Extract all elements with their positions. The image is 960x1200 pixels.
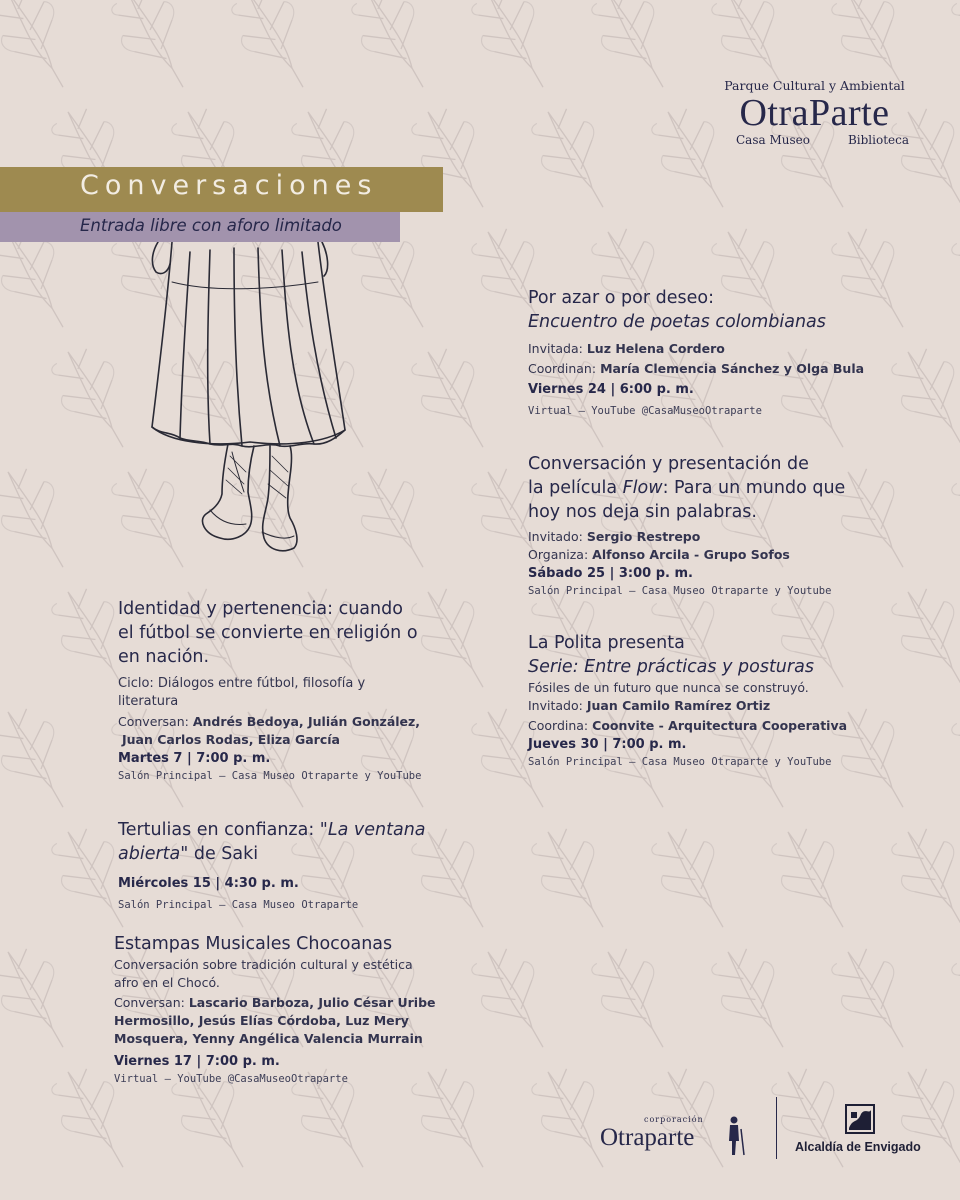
event-title-line1: Por azar o por deseo:: [528, 288, 714, 308]
event-title-part-a: Tertulias en confianza: ": [118, 820, 328, 840]
event-title-rest: cuando: [333, 599, 403, 619]
event-coord-label: Coordinan:: [528, 361, 597, 376]
event-people-line1: Lascario Barboza, Julio César Uribe: [188, 995, 436, 1010]
event-venue: Salón Principal – Casa Museo Otraparte y YouTube: [118, 770, 422, 782]
alcaldia-envigado-logo: [795, 1104, 925, 1160]
footer-divider: [776, 1097, 777, 1159]
leaf-pattern-mark: [521, 96, 630, 222]
leaf-pattern-mark: [461, 0, 570, 103]
event-coord-label: Coordina:: [528, 718, 589, 733]
event-title-part-b: " de Saki: [180, 844, 259, 864]
leaf-pattern-mark: [521, 816, 630, 942]
page-subtitle: Entrada libre con aforo limitado: [80, 216, 342, 235]
leaf-pattern-mark: [941, 696, 960, 822]
leaf-pattern-mark: [0, 456, 90, 582]
title-band: [0, 167, 443, 212]
event-venue: Salón Principal – Casa Museo Otraparte: [118, 899, 359, 911]
event-title-bold: Identidad y pertenencia:: [118, 599, 334, 619]
event-guest: [528, 340, 928, 358]
leaf-pattern-mark: [941, 456, 960, 582]
leaf-pattern-mark: [641, 816, 750, 942]
leaf-pattern-mark: [881, 816, 960, 942]
event-title-line1: La Polita presenta: [528, 633, 685, 653]
event-tertulias: [118, 818, 458, 913]
event-people-line2: Hermosillo, Jesús Elías Córdoba, Luz Mery: [114, 1013, 409, 1028]
logo-casa-museo: Casa Museo: [736, 133, 810, 147]
coat-of-arms-icon: [845, 1104, 875, 1136]
corporacion-otraparte-logo: [598, 1115, 748, 1160]
event-flow: [528, 452, 928, 599]
event-people-label: Conversan:: [114, 995, 185, 1010]
leaf-pattern-mark: [701, 936, 810, 1062]
leaf-pattern-mark: [401, 336, 510, 462]
leaf-pattern-mark: [941, 216, 960, 342]
leaf-pattern-mark: [341, 0, 450, 103]
event-datetime: Sábado 25 | 3:00 p. m.: [528, 566, 693, 581]
event-title-line3: en nación.: [118, 647, 210, 667]
event-title: [118, 597, 458, 669]
event-title: Estampas Musicales Chocoanas: [114, 934, 393, 954]
event-estampas-musicales: [114, 932, 464, 1087]
event-org-label: Organiza:: [528, 547, 589, 562]
event-organizer: [528, 546, 928, 564]
event-title-line2a: la película: [528, 478, 623, 498]
event-people-line3: Mosquera, Yenny Angélica Valencia Murrain: [114, 1031, 423, 1046]
event-cycle-line2: literatura: [118, 694, 179, 709]
logo-top-line: Parque Cultural y Ambiental: [724, 78, 905, 93]
event-people-label: Conversan:: [118, 714, 189, 729]
leaf-pattern-mark: [581, 0, 690, 103]
event-datetime: Jueves 30 | 7:00 p. m.: [528, 737, 687, 752]
event-desc-line2: afro en el Chocó.: [114, 975, 220, 990]
otraparte-logo: [712, 78, 917, 158]
logo-bottom-line: [712, 133, 917, 147]
event-por-azar: [528, 286, 928, 419]
event-datetime: Viernes 24 | 6:00 p. m.: [528, 382, 694, 397]
event-people: [114, 994, 464, 1048]
event-guest: [528, 528, 928, 546]
event-people-line2: Juan Carlos Rodas, Eliza García: [121, 732, 340, 747]
event-people-line1: Andrés Bedoya, Julián González,: [192, 714, 421, 729]
event-title: [528, 286, 928, 334]
event-title-line2: Encuentro de poetas colombianas: [528, 312, 826, 332]
leaf-pattern-mark: [581, 936, 690, 1062]
event-guest-name: Sergio Restrepo: [586, 529, 701, 544]
leaf-pattern-mark: [0, 696, 90, 822]
event-guest-label: Invitado:: [528, 698, 583, 713]
leaf-pattern-mark: [461, 936, 570, 1062]
leaf-pattern-mark: [101, 0, 210, 103]
corp-name: Otraparte: [600, 1124, 695, 1151]
logo-name: OtraParte: [739, 92, 890, 134]
event-title: [118, 818, 458, 866]
alcaldia-name: Alcaldía de Envigado: [795, 1140, 921, 1154]
event-venue: Virtual – YouTube @CasaMuseoOtraparte: [114, 1073, 348, 1085]
leaf-pattern-mark: [821, 936, 930, 1062]
leaf-pattern-mark: [41, 336, 150, 462]
event-guest-label: Invitada:: [528, 341, 583, 356]
subtitle-band: [0, 212, 400, 242]
event-title-line1: Conversación y presentación de: [528, 454, 809, 474]
event-description: [114, 956, 464, 992]
walking-man-icon: [722, 1115, 746, 1157]
logo-biblioteca: Biblioteca: [847, 133, 909, 147]
corp-small-text: corporación: [644, 1115, 704, 1124]
event-guest: [528, 697, 928, 715]
event-title-film: Flow: [622, 478, 663, 498]
leaf-pattern-mark: [761, 816, 870, 942]
event-datetime: Miércoles 15 | 4:30 p. m.: [118, 876, 299, 891]
event-title-line3: hoy nos deja sin palabras.: [528, 502, 757, 522]
event-la-polita: [528, 631, 928, 770]
event-title-line2: Serie: Entre prácticas y posturas: [528, 657, 814, 677]
event-venue: Virtual – YouTube @CasaMuseoOtraparte: [528, 405, 762, 417]
event-title: [528, 452, 928, 524]
event-title-italic-b: abierta: [118, 844, 181, 864]
event-guest-name: Juan Camilo Ramírez Ortiz: [586, 698, 771, 713]
event-venue: Salón Principal – Casa Museo Otraparte y Youtube: [528, 585, 832, 597]
event-title-italic-a: La ventana: [327, 820, 426, 840]
event-title-line2: el fútbol se convierte en religión o: [118, 623, 418, 643]
leaf-pattern-mark: [941, 936, 960, 1062]
event-datetime: Viernes 17 | 7:00 p. m.: [114, 1054, 280, 1069]
event-people: [118, 713, 458, 749]
event-description: Fósiles de un futuro que nunca se construyó.: [528, 680, 809, 695]
leaf-pattern-mark: [221, 0, 330, 103]
event-cycle-line1: Ciclo: Diálogos entre fútbol, filosofía y: [118, 676, 366, 691]
event-datetime: Martes 7 | 7:00 p. m.: [118, 751, 271, 766]
woman-illustration: [150, 242, 350, 562]
event-identidad-pertenencia: [118, 597, 458, 784]
leaf-pattern-mark: [341, 456, 450, 582]
event-venue: Salón Principal – Casa Museo Otraparte y YouTube: [528, 756, 832, 768]
event-coordinator: [528, 717, 928, 735]
event-coordinators: [528, 360, 928, 378]
event-guest-name: Luz Helena Cordero: [586, 341, 725, 356]
event-org-names: Alfonso Arcila - Grupo Sofos: [592, 547, 790, 562]
event-desc-line1: Conversación sobre tradición cultural y estética: [114, 957, 413, 972]
event-guest-label: Invitado:: [528, 529, 583, 544]
event-coord-names: María Clemencia Sánchez y Olga Bula: [600, 361, 865, 376]
leaf-pattern-mark: [0, 0, 90, 103]
event-title-line2c: : Para un mundo que: [662, 478, 846, 498]
event-cycle: [118, 675, 458, 711]
event-coord-names: Coonvite - Arquitectura Cooperativa: [592, 718, 848, 733]
page-title: Conversaciones: [80, 170, 378, 201]
leaf-pattern-mark: [941, 0, 960, 103]
leaf-pattern-mark: [0, 936, 90, 1062]
event-title: [528, 631, 928, 679]
